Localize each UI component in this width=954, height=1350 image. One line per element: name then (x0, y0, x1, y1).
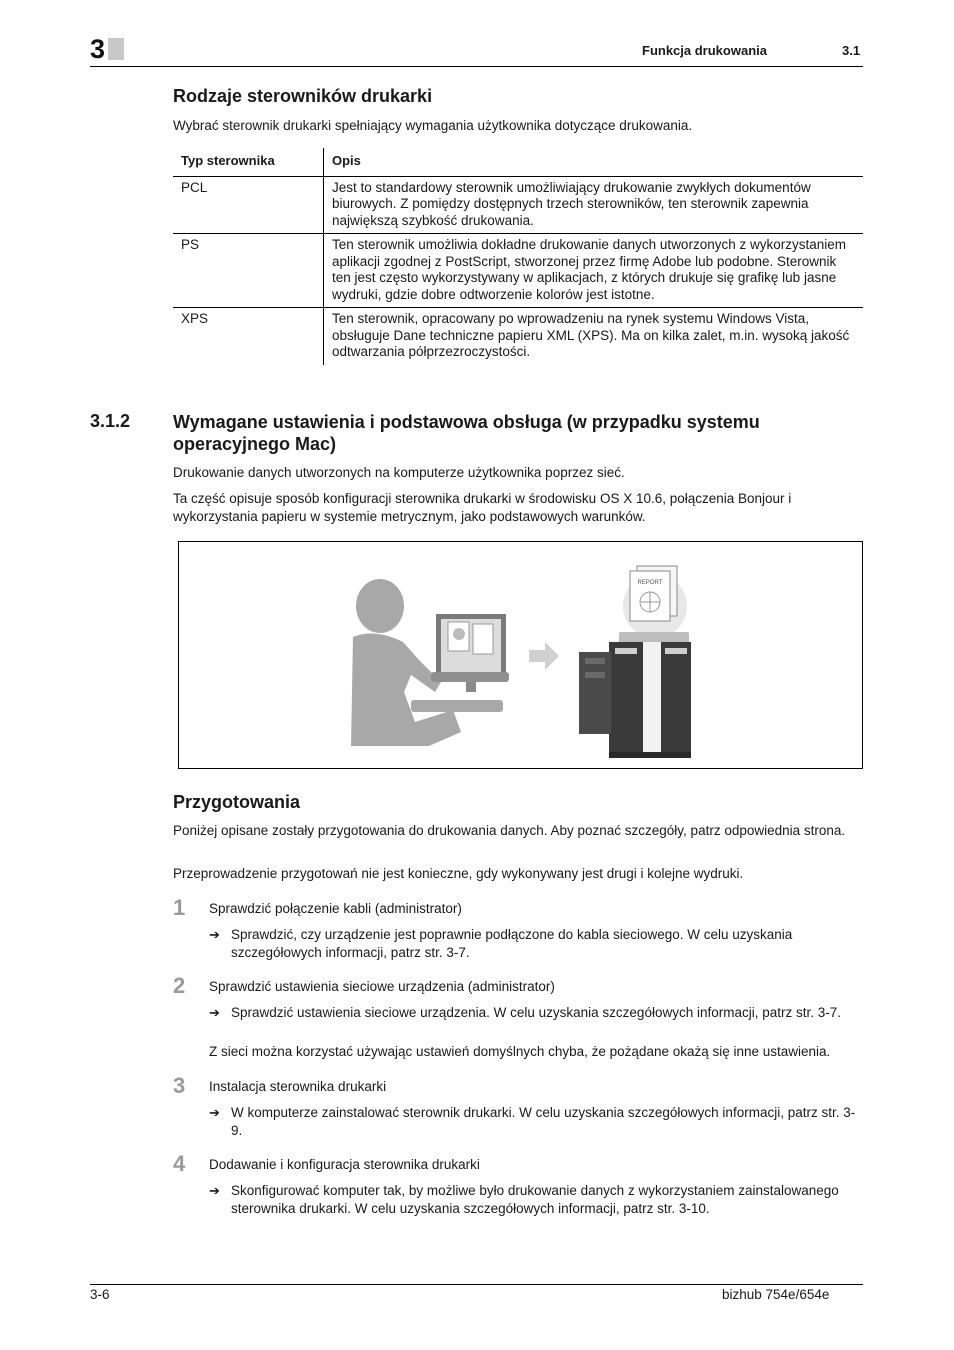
table-cell-type: PS (173, 234, 324, 308)
section-heading-drivers: Rodzaje sterowników drukarki (173, 86, 433, 106)
mfp-printer-icon (579, 632, 691, 758)
step-bullet: Sprawdzić, czy urządzenie jest poprawnie podłączone do kabla sieciowego. W celu uzyskania szczegółowych informacji, patrz str. 3-7. (231, 927, 793, 960)
step-note: Z sieci można korzystać używając ustawień domyślnych chyba, że pożądane okażą się inne ustawienia. (209, 1044, 831, 1059)
table-header-desc: Opis (332, 153, 361, 168)
product-name: bizhub 754e/654e (722, 1287, 830, 1302)
section-para-1: Drukowanie danych utworzonych na komputerze użytkownika poprzez sieć. (173, 465, 625, 480)
table-row (173, 234, 863, 308)
arrow-icon: ➔ (209, 1183, 220, 1198)
drivers-intro: Wybrać sterownik drukarki spełniający wymagania użytkownika dotyczące drukowania. (173, 118, 693, 133)
report-label: REPORT (637, 580, 663, 586)
table-row (173, 308, 863, 365)
table-cell-desc: Ten sterownik umożliwia dokładne drukowanie danych utworzonych z wykorzystaniem aplikacji zgodnej z PostScript, stworzonej przez firmę Adobe lub podobne. Sterownik ten jest często wykorzystywany w aplikacjach, z których drukuje się grafikę lub jasne wydruki, gdzie dobre odtworzenie kolorów jest istotne. (332, 237, 846, 302)
step-number: 2 (173, 973, 186, 998)
step-number: 4 (173, 1151, 186, 1176)
header-title: Funkcja drukowania (642, 43, 767, 58)
section-heading-prep: Przygotowania (173, 792, 301, 812)
prep-para-2: Przeprowadzenie przygotowań nie jest konieczne, gdy wykonywany jest drugi i kolejne wydruki. (173, 866, 744, 881)
section-number: 3.1.2 (90, 411, 131, 431)
chapter-tab-shade (108, 38, 124, 60)
step-label: Instalacja sterownika drukarki (209, 1079, 387, 1094)
footer-rule (90, 1284, 863, 1285)
step-label: Sprawdzić ustawienia sieciowe urządzenia (administrator) (209, 979, 555, 994)
header-section: 3.1 (842, 43, 861, 58)
step-number: 1 (173, 895, 186, 920)
chapter-number: 3 (90, 34, 106, 64)
arrow-right-icon (529, 642, 559, 670)
step-number: 3 (173, 1073, 186, 1098)
step-label: Dodawanie i konfiguracja sterownika drukarki (209, 1157, 480, 1172)
table-cell-desc: Ten sterownik, opracowany po wprowadzeniu na rynek systemu Windows Vista, obsługuje Dane techniczne papieru XML (XPS). Ma on kilka zalet, m.in. wysoką jakość odtwarzania półprzezroczystości. (332, 311, 850, 359)
step-label: Sprawdzić połączenie kabli (administrator) (209, 901, 462, 916)
arrow-icon: ➔ (209, 1105, 220, 1120)
header-rule (90, 66, 863, 67)
illustration-svg (179, 542, 862, 768)
printed-report-icon (623, 566, 687, 638)
section-title: Wymagane ustawienia i podstawowa obsługa (w przypadku systemu operacyjnego Mac) (173, 412, 760, 454)
chapter-marker (90, 34, 124, 64)
prep-para-1: Poniżej opisane zostały przygotowania do drukowania danych. Aby poznać szczegóły, patrz odpowiednia strona. (173, 823, 846, 838)
table-header-row (173, 148, 863, 176)
step-bullet: Skonfigurować komputer tak, by możliwe było drukowanie danych z wykorzystaniem zainstalowanego sterownika drukarki. W celu uzyskania szczegółowych informacji, patrz str. 3-10. (231, 1183, 839, 1216)
monitor-icon (431, 614, 509, 692)
section-para-2: Ta część opisuje sposób konfiguracji sterownika drukarki w środowisku OS X 10.6, połączenia Bonjour i wykorzystania papieru w systemie metrycznym, jako podstawowych warunków. (173, 491, 792, 524)
table-row (173, 176, 863, 234)
print-workflow-illustration (178, 541, 863, 769)
table-cell-desc: Jest to standardowy sterownik umożliwiający drukowanie zwykłych dokumentów biurowych. Z pomiędzy dostępnych trzech sterowników, ten sterownik zapewnia największą szybkość drukowania. (332, 179, 811, 228)
table-cell-type: PCL (173, 176, 324, 234)
table-cell-type: XPS (173, 308, 324, 365)
arrow-icon: ➔ (209, 1005, 220, 1020)
drivers-table (173, 148, 863, 365)
page-number: 3-6 (90, 1287, 110, 1302)
step-bullet: W komputerze zainstalować sterownik drukarki. W celu uzyskania szczegółowych informacji, patrz str. 3-9. (231, 1105, 856, 1138)
table-header-type: Typ sterownika (173, 148, 324, 176)
step-bullet: Sprawdzić ustawienia sieciowe urządzenia. W celu uzyskania szczegółowych informacji, patrz str. 3-7. (231, 1005, 842, 1020)
arrow-icon: ➔ (209, 927, 220, 942)
